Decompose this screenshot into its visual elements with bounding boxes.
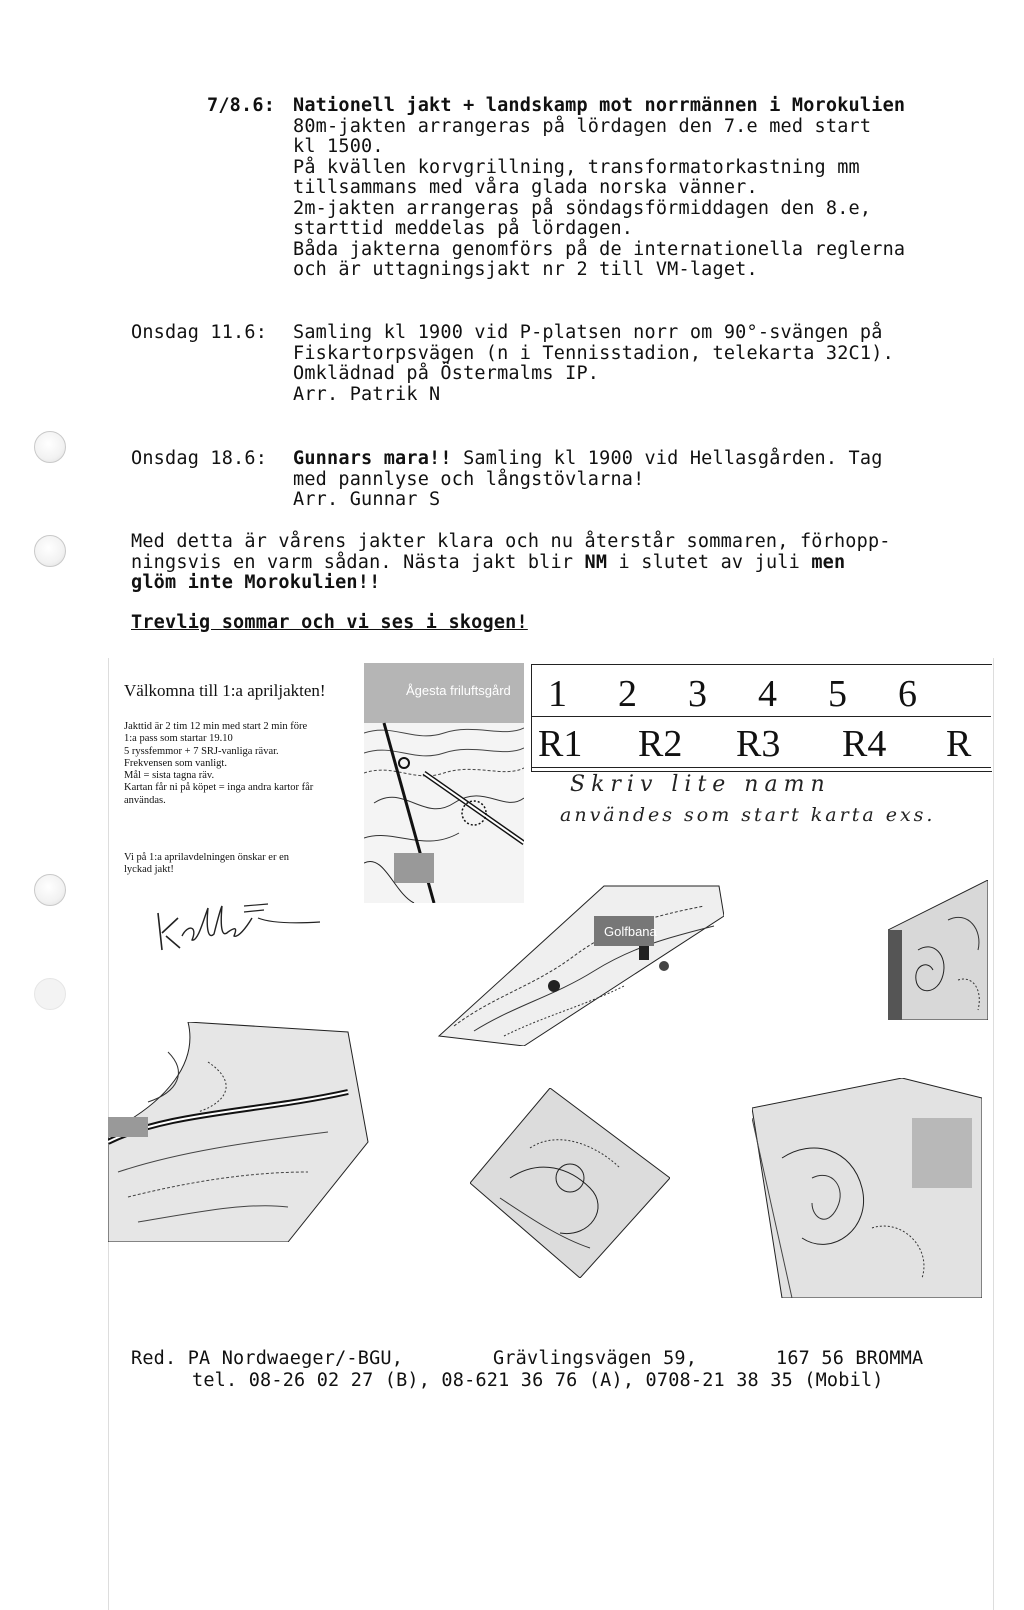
section-1-line: kl 1500. bbox=[293, 136, 384, 157]
control-numbers-divider bbox=[531, 716, 991, 717]
control-number: 2 bbox=[618, 673, 637, 715]
closing-line: glöm inte Morokulien!! bbox=[131, 572, 381, 593]
section-2-line: Fiskartorpsvägen (n i Tennisstadion, telekarta 32C1). bbox=[293, 342, 894, 364]
section-1-line: 2m-jakten arrangeras på söndagsförmiddagen den 8.e, bbox=[293, 197, 872, 219]
closing-nm: NM bbox=[584, 551, 608, 573]
orienteering-map-east bbox=[752, 1078, 982, 1298]
control-numbers-divider bbox=[531, 767, 991, 768]
flyer-info-line: 5 ryssfemmor + 7 SRJ-vanliga rävar. bbox=[124, 745, 279, 757]
section-2-line: Samling kl 1900 vid P-platsen norr om 90°-svängen på bbox=[293, 322, 883, 343]
control-number: 5 bbox=[828, 673, 847, 715]
closing-men: men bbox=[811, 551, 846, 573]
section-3-line: med pannlyse och långstövlarna! bbox=[293, 468, 645, 490]
closing-paragraph bbox=[131, 532, 891, 594]
section-2-line: Omklädnad på Östermalms IP. bbox=[293, 363, 600, 384]
handwritten-note: användes som start karta exs. bbox=[560, 804, 936, 826]
fox-label: R1 bbox=[538, 723, 583, 765]
footer-line-1 bbox=[131, 1349, 943, 1370]
section-1-line: Nationell jakt + landskamp mot norrmännen i Morokulien bbox=[293, 95, 906, 116]
section-1-line: och är uttagningsjakt nr 2 till VM-laget. bbox=[293, 259, 758, 280]
section-3-line: Arr. Gunnar S bbox=[293, 489, 441, 510]
orienteering-map-fragment bbox=[888, 880, 988, 1020]
flyer-title: Välkomna till 1:a apriljakten! bbox=[124, 681, 326, 700]
fox-label: R3 bbox=[736, 723, 781, 765]
control-number: 3 bbox=[688, 673, 707, 715]
footer-phone: tel. 08-26 02 27 (B), 08-621 36 76 (A), 0708-21 38 35 (Mobil) bbox=[192, 1370, 884, 1391]
section-1-line: tillsammans med våra glada norska vänner. bbox=[293, 177, 758, 198]
section-2-label: Onsdag 11.6: bbox=[131, 322, 268, 343]
section-2-body bbox=[293, 323, 894, 405]
flyer-info-line: Mål = sista tagna räv. bbox=[124, 770, 215, 782]
control-number: 6 bbox=[898, 673, 917, 715]
control-number: 4 bbox=[758, 673, 777, 715]
punch-hole bbox=[34, 535, 66, 567]
flyer-info-line: Kartan får ni på köpet = inga andra kartor får bbox=[124, 782, 314, 794]
flyer-info-line: Frekvensen som vanligt. bbox=[124, 757, 227, 769]
section-3-bold: Gunnars mara!! bbox=[293, 448, 452, 469]
section-2-line: Arr. Patrik N bbox=[293, 383, 441, 405]
flyer-info bbox=[124, 721, 313, 807]
section-1-body bbox=[293, 96, 905, 281]
farewell-line: Trevlig sommar och vi ses i skogen! bbox=[131, 612, 528, 633]
punch-hole bbox=[34, 874, 66, 906]
flyer-info-line: användas. bbox=[124, 794, 166, 806]
footer-street: Grävlingsvägen 59, bbox=[493, 1348, 698, 1369]
orienteering-map-middle bbox=[470, 1088, 670, 1278]
section-1-line: På kvällen korvgrillning, transformatorkastning mm bbox=[293, 156, 860, 178]
orienteering-map-start bbox=[364, 663, 524, 903]
flyer-greeting-line: Vi på 1:a aprilavdelningen önskar er en bbox=[124, 852, 289, 863]
footer-editor: Red. PA Nordwaeger/-BGU, bbox=[131, 1348, 404, 1369]
orienteering-map-south bbox=[108, 1022, 398, 1242]
section-1-label: 7/8.6: bbox=[207, 95, 276, 116]
section-1-line: Båda jakterna genomförs på de internationella reglerna bbox=[293, 238, 906, 260]
flyer-info-line: 1:a pass som startar 19.10 bbox=[124, 733, 233, 745]
section-1-line: 80m-jakten arrangeras på lördagen den 7.e med start bbox=[293, 115, 872, 137]
section-1-line: starttid meddelas på lördagen. bbox=[293, 218, 634, 239]
section-3-label: Onsdag 18.6: bbox=[131, 448, 268, 469]
closing-line: i slutet av juli bbox=[607, 551, 812, 573]
closing-line: ningsvis en varm sådan. Nästa jakt blir bbox=[131, 551, 585, 573]
fox-label: R bbox=[946, 723, 972, 765]
punch-hole bbox=[34, 978, 66, 1010]
footer-city: 167 56 BROMMA bbox=[776, 1348, 924, 1369]
signature bbox=[148, 888, 328, 958]
map-label-agesta: Ågesta friluftsgård bbox=[406, 683, 511, 698]
flyer-greeting bbox=[124, 852, 289, 877]
punch-hole bbox=[34, 431, 66, 463]
map-label-golfbana: Golfbana bbox=[604, 924, 657, 939]
flyer-info-line: Jakttid är 2 tim 12 min med start 2 min före bbox=[124, 721, 308, 732]
section-3-line: Samling kl 1900 vid Hellasgården. Tag bbox=[451, 448, 883, 469]
handwritten-note: Skriv lite namn bbox=[570, 772, 831, 797]
closing-line: Med detta är vårens jakter klara och nu återstår sommaren, förhopp- bbox=[131, 531, 891, 552]
flyer-greeting-line: lyckad jakt! bbox=[124, 864, 174, 876]
orienteering-map-golf bbox=[434, 876, 724, 1046]
control-number: 1 bbox=[548, 673, 567, 715]
fox-label: R2 bbox=[638, 723, 683, 765]
fox-label: R4 bbox=[842, 723, 887, 765]
section-3-body bbox=[293, 449, 883, 511]
